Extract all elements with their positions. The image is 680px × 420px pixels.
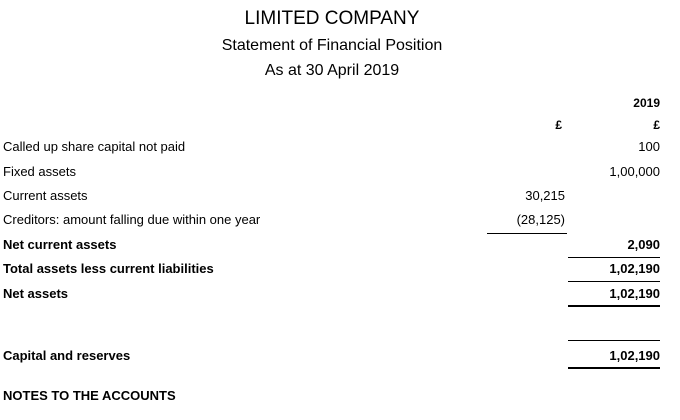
statement-title: Statement of Financial Position	[221, 37, 443, 54]
subtotal-rule-total-assets	[568, 281, 660, 282]
subtotal-rule-net-current	[568, 257, 660, 258]
row-value-total-assets: 1,02,190	[609, 261, 660, 276]
subtotal-rule-col1	[487, 233, 567, 234]
rule-above-capital	[568, 340, 660, 341]
row-value-current-assets: 30,215	[525, 188, 565, 203]
total-rule-net-assets	[568, 305, 660, 307]
capital-reserves-label: Capital and reserves	[3, 348, 131, 363]
statement-date: As at 30 April 2019	[264, 62, 400, 79]
row-label-net-assets: Net assets	[3, 286, 69, 301]
company-name: LIMITED COMPANY	[244, 8, 420, 29]
row-label-current-assets: Current assets	[3, 188, 88, 203]
row-value-net-current-assets: 2,090	[627, 237, 660, 252]
year-header: 2019	[633, 96, 660, 110]
row-label-total-assets: Total assets less current liabilities	[3, 261, 214, 276]
notes-heading: NOTES TO THE ACCOUNTS	[3, 388, 176, 403]
row-value-net-assets: 1,02,190	[609, 286, 660, 301]
capital-reserves-value: 1,02,190	[609, 348, 660, 363]
currency-header-col1: £	[555, 118, 562, 132]
row-label-creditors: Creditors: amount falling due within one year	[3, 212, 261, 227]
total-rule-capital	[568, 367, 660, 369]
row-label-fixed-assets: Fixed assets	[3, 164, 76, 179]
row-label-share-capital: Called up share capital not paid	[3, 139, 186, 154]
row-value-share-capital: 100	[638, 139, 660, 154]
row-label-net-current-assets: Net current assets	[3, 237, 117, 252]
currency-header-col2: £	[653, 118, 660, 132]
row-value-creditors: (28,125)	[516, 212, 565, 227]
row-value-fixed-assets: 1,00,000	[609, 164, 660, 179]
